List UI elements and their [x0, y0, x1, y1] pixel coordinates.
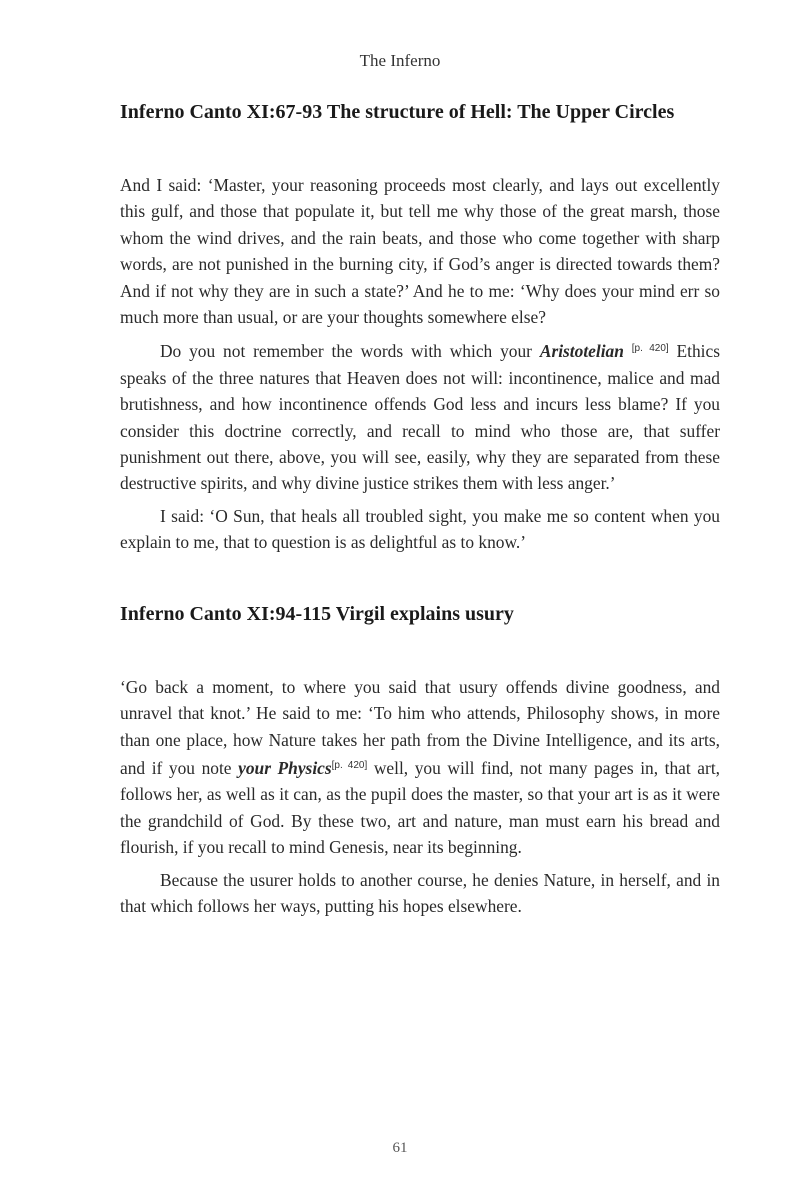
emphasis-your-physics: your Physics [238, 757, 332, 778]
text-run: well, you will find, not many pages in, that art, follows her, as well as it can, as the pupil does the master, so that your art is as it were the grandchild of God. By these two, art and nature, man must earn his bread and flourish, if you recall to mind Genesis, near its beginning. [120, 757, 721, 858]
paragraph: I said: ‘O Sun, that heals all troubled sight, you make me so content when you explain to me, that to question is as delightful as to know.’ [120, 505, 720, 553]
section-heading-upper-circles: Inferno Canto XI:67-93 The structure of Hell: The Upper Circles [120, 101, 675, 123]
section-heading-usury: Inferno Canto XI:94-115 Virgil explains usury [120, 602, 514, 625]
running-head: The Inferno [359, 51, 441, 70]
text-run: Ethics speaks of the three natures that Heaven does not will: incontinence, malice and mad brutishness, and how incontinence offends God less and incurs less blame? If you consider this doctrine correctly, and recall to mind who those are, that suffer punishment out there, above, you will see, easily, why they are separated from these destructive spirits, and why divine justice strikes them with less anger.’ [120, 341, 720, 494]
paragraph: Because the usurer holds to another course, he denies Nature, in herself, and in that which follows her ways, putting his hopes elsewhere. [120, 869, 720, 916]
paragraph [120, 674, 720, 861]
page-number: 61 [392, 1140, 408, 1156]
text-run: Do you not remember the words with which your [160, 341, 540, 362]
page-reference: [p. 420] [631, 343, 669, 355]
text-run: ‘Go back a moment, to where you said that usury offends divine goodness, and unravel that knot.’ He said to me: ‘To him who attends, Philosophy shows, in more than one place, how Nature takes her path from the Divine Intelligence, and its arts, and if you note [120, 676, 720, 778]
page-reference: [p. 420] [331, 759, 368, 771]
emphasis-aristotelian: Aristotelian [539, 341, 624, 362]
paragraph: And I said: ‘Master, your reasoning proceeds most clearly, and lays out excellently this gulf, and those that populate it, but tell me why those of the great marsh, those whom the wind drives, and the rain beats, and those who come together with sharp words, are not punished in the burning city, if God’s anger is directed towards them? And if not why they are in such a state?’ And he to me: ‘Why does your mind err so much more than usual, or are your thoughts somewhere else? [120, 175, 720, 328]
page-content [120, 100, 720, 919]
paragraph [120, 336, 720, 496]
